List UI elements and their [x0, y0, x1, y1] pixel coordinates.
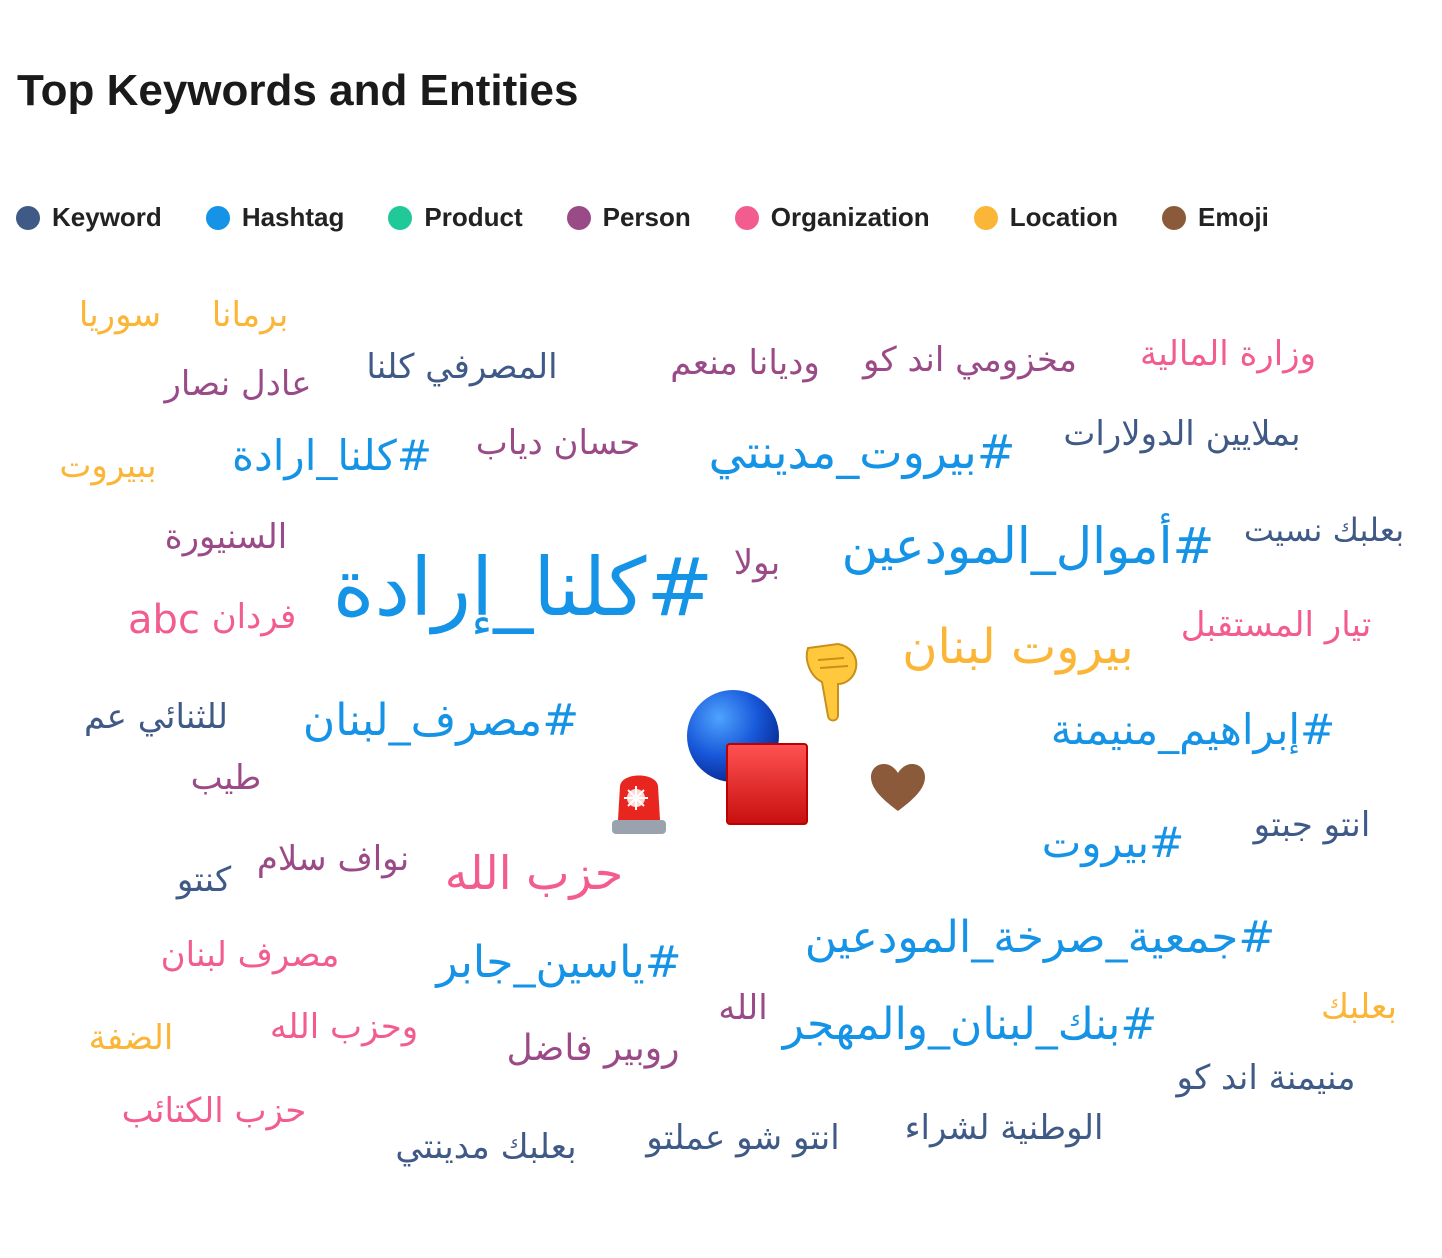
word-keyword[interactable]: انتو جبتو	[1253, 805, 1371, 845]
legend-label: Product	[424, 202, 523, 232]
word-organization[interactable]: حزب الله	[444, 846, 624, 900]
word-hashtag[interactable]: #بيروت	[1041, 818, 1185, 867]
word-keyword[interactable]: منيمنة اند كو	[1176, 1058, 1356, 1098]
word-keyword[interactable]: كنتو	[176, 860, 232, 900]
word-location[interactable]: الضفة	[88, 1018, 174, 1058]
chart-title: Top Keywords and Entities	[17, 66, 579, 115]
word-person[interactable]: مخزومي اند كو	[862, 340, 1078, 380]
word-organization[interactable]: وزارة المالية	[1140, 334, 1316, 374]
word-organization[interactable]: فردان	[211, 597, 297, 637]
word-hashtag[interactable]: #جمعية_صرخة_المودعين	[804, 912, 1276, 963]
red-square-icon[interactable]	[726, 743, 808, 829]
word-hashtag[interactable]: #بنك_لبنان_والمهجر	[782, 999, 1158, 1050]
word-keyword[interactable]: بعلبك نسيت	[1243, 511, 1405, 549]
word-location[interactable]: برمانا	[211, 295, 289, 335]
heart-icon[interactable]	[869, 763, 927, 817]
word-hashtag[interactable]: #بيروت_مدينتي	[708, 425, 1016, 479]
word-location[interactable]: ببيروت	[59, 446, 157, 486]
word-person[interactable]: السنيورة	[164, 517, 288, 557]
word-person[interactable]: بولا	[733, 543, 781, 583]
word-keyword[interactable]: بعلبك مدينتي	[395, 1127, 577, 1167]
word-keyword[interactable]: انتو شو عملتو	[646, 1118, 840, 1158]
word-person[interactable]: طيب	[190, 758, 262, 798]
word-hashtag[interactable]: #إبراهيم_منيمنة	[1050, 705, 1336, 754]
legend-label: Person	[602, 202, 691, 232]
word-person[interactable]: الله	[718, 988, 768, 1028]
word-hashtag[interactable]: #ياسين_جابر	[436, 937, 682, 988]
word-hashtag[interactable]: #كلنا_إرادة	[332, 541, 714, 634]
word-organization[interactable]: وحزب الله	[269, 1007, 419, 1047]
word-location[interactable]: بعلبك	[1320, 987, 1398, 1027]
word-keyword[interactable]: المصرفي كلنا	[366, 347, 558, 387]
pointing-down-hand-icon[interactable]	[800, 640, 862, 726]
legend-label: Keyword	[52, 202, 162, 232]
word-keyword[interactable]: للثنائي عم	[83, 697, 229, 737]
word-organization[interactable]: حزب الكتائب	[121, 1091, 307, 1131]
word-hashtag[interactable]: #أموال_المودعين	[841, 517, 1215, 575]
legend-label: Organization	[770, 202, 930, 232]
word-person[interactable]: وديانا منعم	[670, 343, 820, 383]
word-organization[interactable]: abc	[128, 597, 200, 643]
legend-label: Hashtag	[241, 202, 345, 232]
legend-label: Location	[1009, 202, 1119, 232]
word-keyword[interactable]: الوطنية لشراء	[904, 1108, 1104, 1148]
legend-label: Emoji	[1198, 202, 1269, 232]
word-hashtag[interactable]: #كلنا_ارادة	[232, 431, 432, 480]
word-person[interactable]: عادل نصار	[164, 364, 312, 404]
word-keyword[interactable]: بملايين الدولارات	[1063, 414, 1301, 454]
word-hashtag[interactable]: #مصرف_لبنان	[302, 695, 580, 746]
word-person[interactable]: نواف سلام	[256, 839, 410, 879]
word-organization[interactable]: مصرف لبنان	[160, 935, 340, 975]
police-light-icon[interactable]	[610, 764, 668, 840]
word-person[interactable]: حسان دياب	[475, 423, 641, 463]
word-person[interactable]: روبير فاضل	[506, 1028, 680, 1069]
word-location[interactable]: بيروت لبنان	[902, 619, 1134, 675]
word-organization[interactable]: تيار المستقبل	[1180, 605, 1372, 645]
word-location[interactable]: سوريا	[78, 295, 162, 335]
